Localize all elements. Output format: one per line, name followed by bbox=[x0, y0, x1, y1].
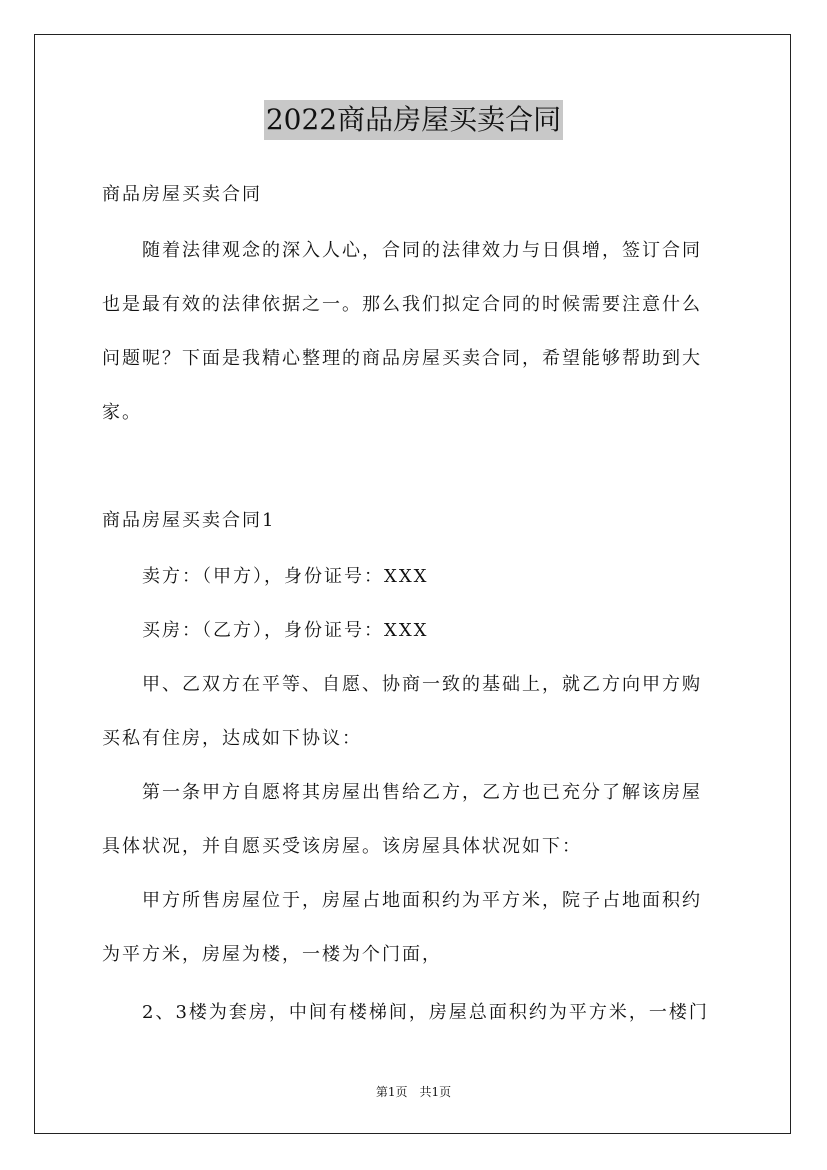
intro-line-4: 家。 bbox=[102, 402, 142, 423]
intro-line-3: 问题呢？下面是我精心整理的商品房屋买卖合同，希望能够帮助到大 bbox=[102, 348, 702, 369]
para1-line-1: 甲、乙双方在平等、自愿、协商一致的基础上，就乙方向甲方购 bbox=[142, 674, 702, 695]
section-heading: 商品房屋买卖合同1 bbox=[102, 510, 276, 531]
subtitle: 商品房屋买卖合同 bbox=[102, 184, 262, 205]
intro-line-2: 也是最有效的法律依据之一。那么我们拟定合同的时候需要注意什么 bbox=[102, 294, 702, 315]
para3-line-1: 甲方所售房屋位于，房屋占地面积约为平方米，院子占地面积约 bbox=[142, 890, 702, 911]
para1-line-2: 买私有住房，达成如下协议： bbox=[102, 728, 362, 749]
page-footer bbox=[0, 1083, 827, 1100]
document-title: 2022商品房屋买卖合同 bbox=[264, 100, 563, 140]
seller-line: 卖方：（甲方），身份证号：XXX bbox=[142, 566, 429, 587]
buyer-line: 买房：（乙方），身份证号：XXX bbox=[142, 620, 429, 641]
para3-line-2: 为平方米，房屋为楼，一楼为个门面， bbox=[102, 944, 442, 965]
para4-line-1: 2、3楼为套房，中间有楼梯间，房屋总面积约为平方米，一楼门 bbox=[142, 1002, 709, 1023]
para2-line-1: 第一条甲方自愿将其房屋出售给乙方，乙方也已充分了解该房屋 bbox=[142, 782, 702, 803]
title-container bbox=[0, 100, 827, 140]
para2-line-2: 具体状况，并自愿买受该房屋。该房屋具体状况如下： bbox=[102, 836, 582, 857]
intro-line-1: 随着法律观念的深入人心，合同的法律效力与日俱增，签订合同 bbox=[142, 240, 702, 261]
page-number: 第1页 共1页 bbox=[375, 1085, 452, 1099]
